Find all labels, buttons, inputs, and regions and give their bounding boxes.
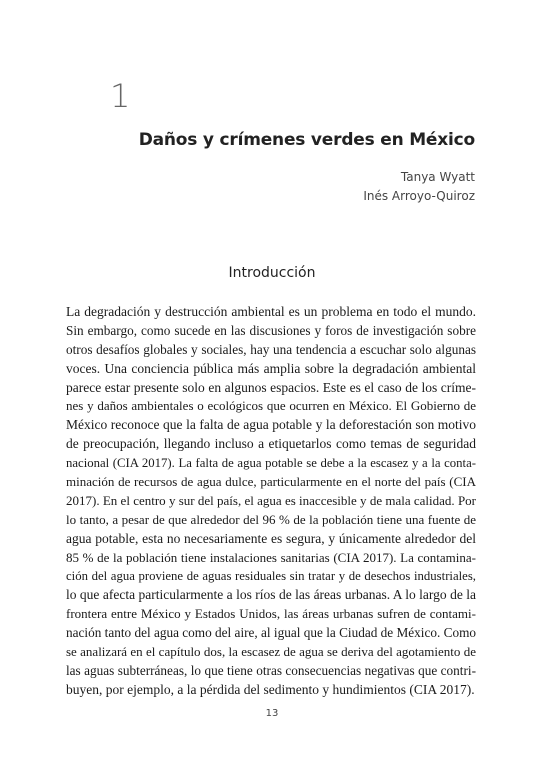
paragraph-line: buyen, por ejemplo, a la pérdida del sedimento y hundimientos (CIA 2017). [66, 681, 475, 697]
paragraph-line: agua potable, esta no necesariamente es segura, y únicamente alrededor del [66, 530, 476, 546]
section-heading: Introducción [228, 265, 316, 281]
paragraph-line: las aguas subterráneas, lo que tiene otras consecuencias negativas que contri- [66, 662, 476, 678]
paragraph-line: ción del agua proviene de aguas residuales sin tratar y de desechos industriales, [66, 569, 476, 584]
paragraph-line: otros desafíos globales y sociales, hay una tendencia a escuchar solo algunas [66, 341, 476, 357]
paragraph-line: minación de recursos de agua dulce, particularmente en el norte del país (CIA [66, 474, 476, 490]
author-name: Inés Arroyo-Quiroz [363, 189, 475, 203]
paragraph-line: México reconoce que la falta de agua potable y la deforestación son motivo [66, 417, 476, 433]
page-number: 13 [265, 708, 279, 719]
paragraph-line: nes y daños ambientales o ecológicos que ocurren en México. El Gobierno de [66, 398, 476, 414]
paragraph-line: nacional (CIA 2017). La falta de agua potable se debe a la escasez y a la conta- [66, 456, 476, 471]
paragraph-line: de preocupación, llegando incluso a etiquetarlos como temas de seguridad [66, 436, 476, 452]
paragraph-line: lo que afecta particularmente a los ríos de las áreas urbanas. A lo largo de la [66, 587, 476, 603]
paragraph-line: se analizará en el capítulo dos, la escasez de agua se deriva del agotamiento de [66, 644, 476, 660]
body-paragraph [66, 303, 476, 700]
paragraph-line: frontera entre México y Estados Unidos, las áreas urbanas sufren de contami- [66, 606, 476, 622]
paragraph-line: 2017). En el centro y sur del país, el agua es inaccesible y de mala calidad. Por [66, 492, 476, 508]
paragraph-line: voces. Una conciencia pública más amplia sobre la degradación ambiental [66, 360, 476, 376]
chapter-number: 1 [110, 77, 131, 115]
paragraph-line: lo tanto, a pesar de que alrededor del 96 % de la población tiene una fuente de [66, 511, 476, 527]
paragraph-line: parece estar presente solo en algunos espacios. Este es el caso de los críme- [66, 379, 476, 395]
paragraph-line: nación tanto del agua como del aire, al igual que la Ciudad de México. Como [66, 625, 476, 641]
paragraph-line: 85 % de la población tiene instalaciones sanitarias (CIA 2017). La contamina- [66, 549, 476, 565]
paragraph-line: Sin embargo, como sucede en las discusiones y foros de investigación sobre [66, 322, 476, 338]
chapter-title: Daños y crímenes verdes en México [138, 130, 475, 150]
chapter-authors [363, 168, 475, 206]
author-name: Tanya Wyatt [400, 170, 475, 184]
paragraph-line: La degradación y destrucción ambiental es un problema en todo el mundo. [66, 304, 476, 319]
